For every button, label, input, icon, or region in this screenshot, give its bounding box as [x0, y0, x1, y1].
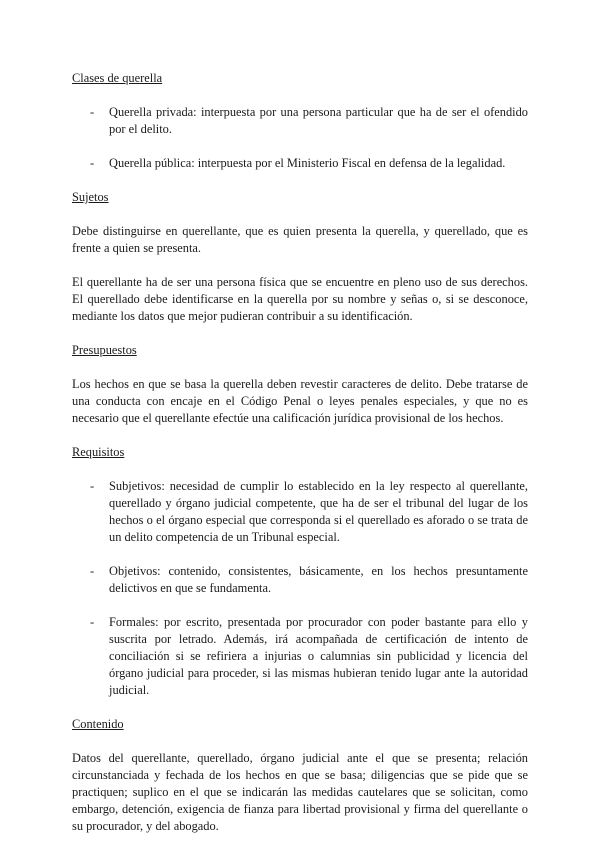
dash-bullet: - — [90, 564, 95, 578]
heading-sujetos: Sujetos — [72, 190, 109, 204]
list-requisitos — [72, 478, 528, 699]
paragraph-contenido: Datos del querellante, querellado, órgano judicial ante el que se presenta; relación circunstanciada y fechada de los hechos en que se basa; diligencias que se pide que se practiquen; suplico en el que se indicarán las medidas cautelares que se solicitan, como embargo, detención, exigencia de fianza para libertad provisional y firma del querellante o su procurador, y del abogado. — [72, 751, 528, 833]
list-item-text: Formales: por escrito, presentada por procurador con poder bastante para ello y suscrita por letrado. Además, irá acompañada de certificación de intento de conciliación si se refiriera a injurias o calumnias sin publicidad y licencia del órgano judicial para proceder, si las mismas hubieran tenido lugar ante la autoridad judicial. — [109, 615, 528, 697]
list-item — [72, 478, 528, 546]
heading-requisitos: Requisitos — [72, 445, 125, 459]
dash-bullet: - — [90, 105, 95, 119]
paragraph-sujetos-1: Debe distinguirse en querellante, que es quien presenta la querella, y querellado, que es frente a quien se presenta. — [72, 224, 528, 255]
dash-bullet: - — [90, 156, 95, 170]
list-clases — [72, 104, 528, 172]
list-item-text: Objetivos: contenido, consistentes, básicamente, en los hechos presuntamente delictivos en que se fundamenta. — [109, 564, 528, 595]
heading-presupuestos: Presupuestos — [72, 343, 137, 357]
paragraph-sujetos-2: El querellante ha de ser una persona física que se encuentre en pleno uso de sus derechos. El querellado debe identificarse en la querella por su nombre y señas o, si se desconoce, mediante los datos que mejor pudieran contribuir a su identificación. — [72, 275, 528, 323]
heading-contenido: Contenido — [72, 717, 124, 731]
dash-bullet: - — [90, 479, 95, 493]
dash-bullet: - — [90, 615, 95, 629]
list-item — [72, 155, 528, 172]
heading-clases-de-querella: Clases de querella — [72, 71, 163, 85]
list-item — [72, 104, 528, 138]
list-item-text: Querella pública: interpuesta por el Ministerio Fiscal en defensa de la legalidad. — [109, 156, 506, 170]
paragraph-presupuestos: Los hechos en que se basa la querella deben revestir caracteres de delito. Debe tratarse de una conducta con encaje en el Código Penal o leyes penales especiales, y que no es necesario que el querellante efectúe una calificación jurídica provisional de los hechos. — [72, 377, 528, 425]
list-item — [72, 614, 528, 699]
list-item — [72, 563, 528, 597]
list-item-text: Querella privada: interpuesta por una persona particular que ha de ser el ofendido por el delito. — [109, 105, 528, 136]
list-item-text: Subjetivos: necesidad de cumplir lo establecido en la ley respecto al querellante, querellado y órgano judicial competente, que ha de ser el tribunal del lugar de los hechos o el órgano especial que corresponda si el querellado es aforado o se trata de un delito competencia de un Tribunal especial. — [109, 479, 528, 544]
